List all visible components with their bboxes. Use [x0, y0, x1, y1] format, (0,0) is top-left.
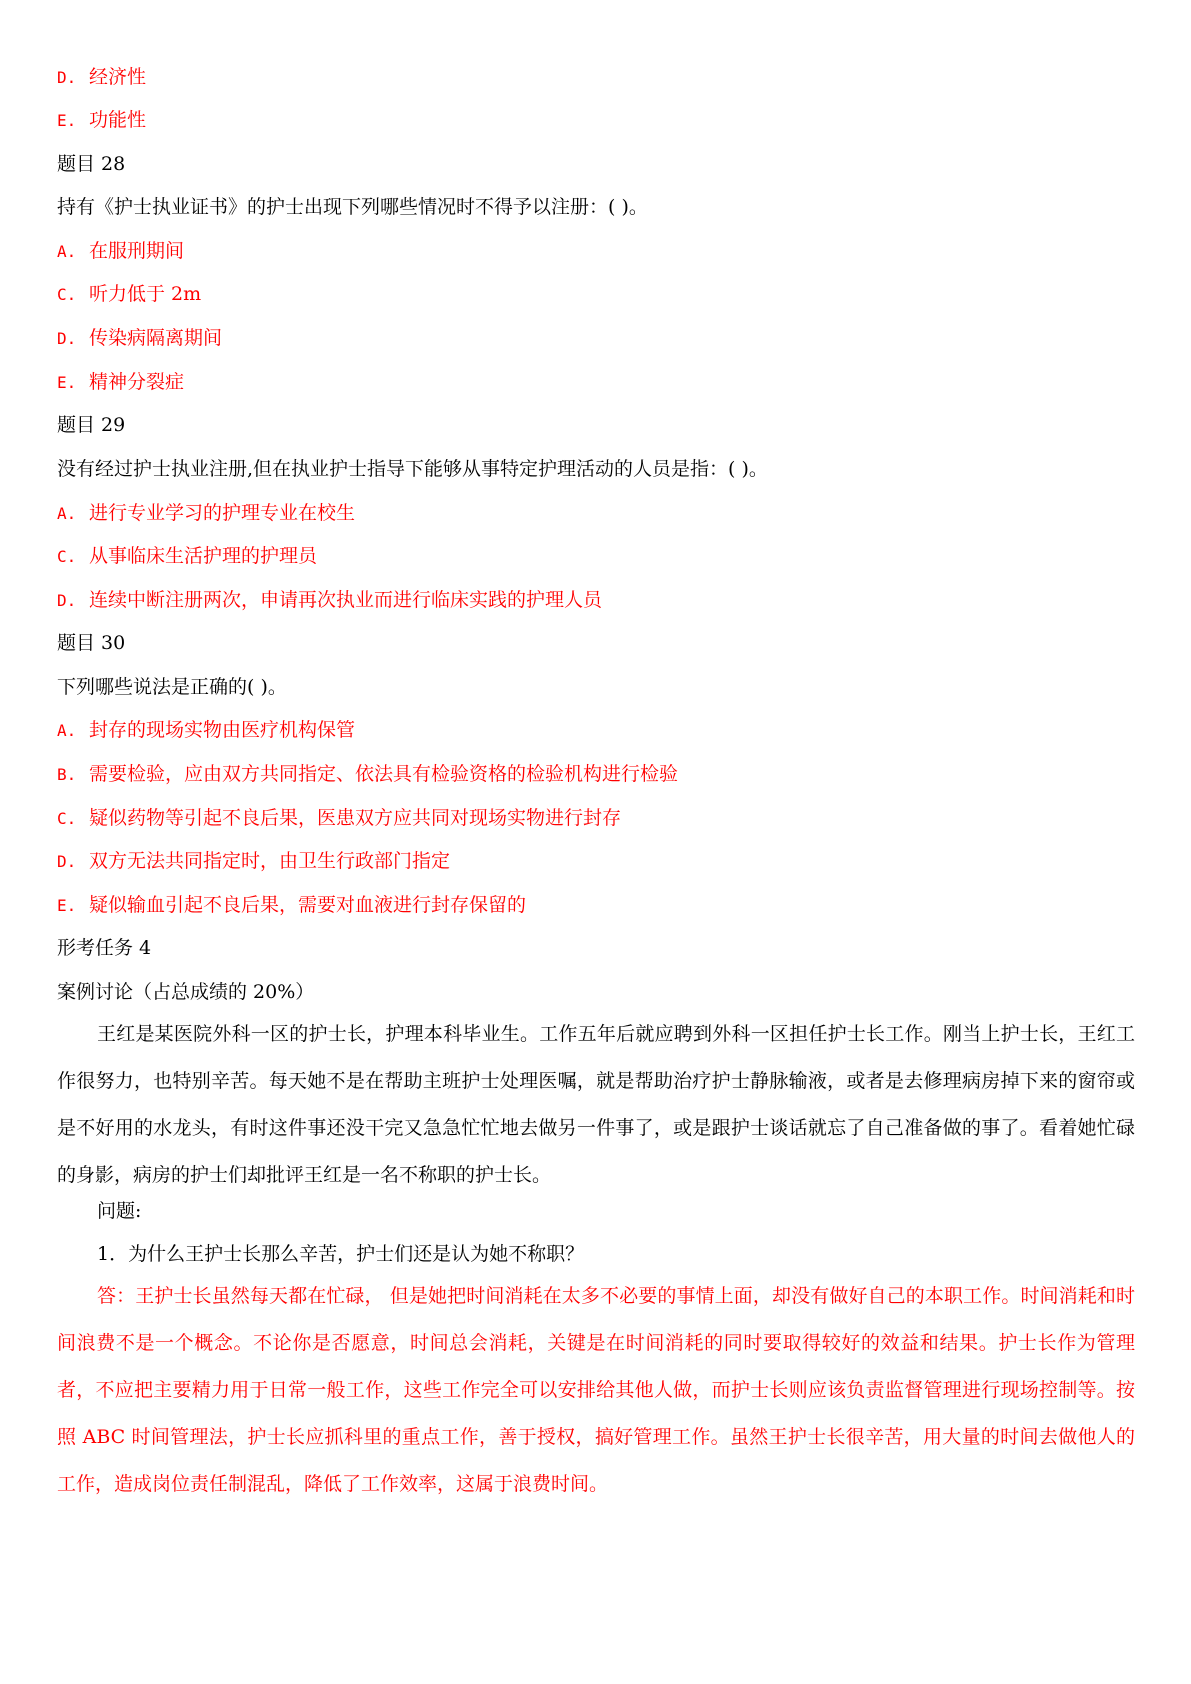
option-text: 疑似输血引起不良后果，需要对血液进行封存保留的 — [89, 894, 527, 916]
option-c — [57, 281, 201, 308]
option-a — [57, 500, 355, 527]
option-e — [57, 892, 526, 919]
option-text: 连续中断注册两次，申请再次执业而进行临床实践的护理人员 — [89, 589, 603, 611]
option-letter: D. — [57, 591, 77, 610]
section-subtitle: 案例讨论（占总成绩的 20%） — [57, 981, 315, 1003]
option-e — [57, 369, 184, 396]
option-text: 传染病隔离期间 — [89, 327, 223, 349]
option-a — [57, 238, 184, 265]
option-d — [57, 848, 450, 875]
option-d — [57, 587, 602, 614]
option-letter: E. — [57, 896, 77, 915]
option-letter: C. — [57, 285, 77, 304]
answer-paragraph: 答：王护士长虽然每天都在忙碌， 但是她把时间消耗在太多不必要的事情上面，却没有做好自己的本职工作。时间消耗和时间浪费不是一个概念。不论你是否愿意，时间总会消耗，关键是在时间消耗的同时要取得较好的效益和结果。护士长作为管理者，不应把主要精力用于日常一般工作，这些工作完全可以安排给其他人做，而护士长则应该负责监督管理进行现场控制等。按照 ABC 时间管理法，护士长应抓科里的重点工作，善于授权，搞好管理工作。虽然王护士长很辛苦，用大量的时间去做他人的工作，造成岗位责任制混乱，降低了工作效率，这属于浪费时间。 — [57, 1285, 1135, 1495]
case-question: 1．为什么王护士长那么辛苦，护士们还是认为她不称职？ — [97, 1243, 585, 1265]
option-text: 需要检验，应由双方共同指定、依法具有检验资格的检验机构进行检验 — [89, 763, 679, 785]
option-d — [57, 325, 222, 352]
option-letter: C. — [57, 547, 77, 566]
question-heading: 问题: — [97, 1200, 142, 1222]
question-stem: 没有经过护士执业注册,但在执业护士指导下能够从事特定护理活动的人员是指：( )。 — [57, 458, 768, 480]
option-text: 经济性 — [89, 66, 147, 88]
option-d — [57, 64, 146, 91]
option-e — [57, 107, 146, 134]
option-text: 功能性 — [89, 109, 147, 131]
case-paragraph: 王红是某医院外科一区的护士长，护理本科毕业生。工作五年后就应聘到外科一区担任护士长工作。刚当上护士长，王红工作很努力，也特别辛苦。每天她不是在帮助主班护士处理医嘱，就是帮助治疗护士静脉输液，或者是去修理病房掉下来的窗帘或是不好用的水龙头，有时这件事还没干完又急急忙忙地去做另一件事了，或是跟护士谈话就忘了自己准备做的事了。看着她忙碌的身影，病房的护士们却批评王红是一名不称职的护士长。 — [57, 1023, 1135, 1186]
option-b — [57, 761, 678, 788]
option-a — [57, 717, 355, 744]
option-letter: E. — [57, 111, 77, 130]
question-label: 题目 30 — [57, 632, 126, 654]
option-letter: B. — [57, 765, 77, 784]
option-text: 封存的现场实物由医疗机构保管 — [89, 719, 356, 741]
option-text: 听力低于 2m — [89, 283, 202, 305]
option-c — [57, 805, 621, 832]
option-text: 精神分裂症 — [89, 371, 185, 393]
option-letter: A. — [57, 504, 77, 523]
section-title: 形考任务 4 — [57, 937, 152, 959]
option-letter: E. — [57, 373, 77, 392]
option-letter: D. — [57, 68, 77, 87]
question-stem: 持有《护士执业证书》的护士出现下列哪些情况时不得予以注册：( )。 — [57, 196, 648, 218]
option-text: 双方无法共同指定时，由卫生行政部门指定 — [89, 850, 451, 872]
option-letter: D. — [57, 329, 77, 348]
option-letter: D. — [57, 852, 77, 871]
option-text: 疑似药物等引起不良后果，医患双方应共同对现场实物进行封存 — [89, 807, 622, 829]
option-letter: C. — [57, 809, 77, 828]
option-c — [57, 543, 317, 570]
option-letter: A. — [57, 242, 77, 261]
option-letter: A. — [57, 721, 77, 740]
question-label: 题目 28 — [57, 153, 126, 175]
option-text: 从事临床生活护理的护理员 — [89, 545, 318, 567]
question-label: 题目 29 — [57, 414, 126, 436]
option-text: 进行专业学习的护理专业在校生 — [89, 502, 356, 524]
question-stem: 下列哪些说法是正确的( )。 — [57, 676, 287, 698]
option-text: 在服刑期间 — [89, 240, 185, 262]
